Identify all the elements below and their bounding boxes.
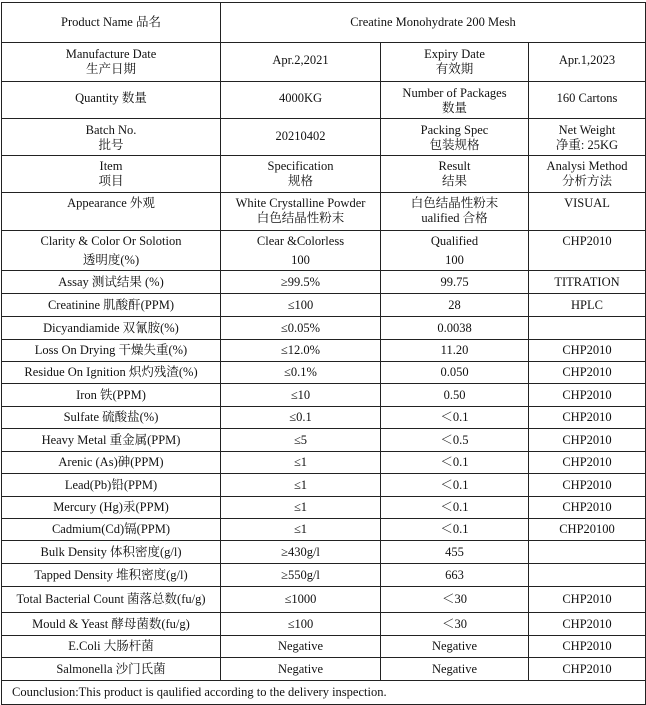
item-name-line: Iron 铁(PPM): [76, 387, 146, 402]
item-result: [381, 193, 529, 231]
item-method: [529, 317, 646, 340]
item-name: [2, 474, 221, 497]
item-specification: [221, 587, 381, 613]
item-result-line: ＜30: [441, 616, 467, 631]
item-row: [2, 587, 646, 613]
info-label-2-line: 包装规格: [429, 138, 480, 152]
info-label-2: [381, 119, 529, 156]
item-result: [381, 474, 529, 497]
info-value-line: 20210402: [275, 129, 326, 143]
product-name-row: [2, 3, 646, 43]
item-result: [381, 384, 529, 407]
item-name-line: Appearance 外观: [67, 196, 155, 210]
item-row: [2, 317, 646, 340]
info-row: [2, 119, 646, 156]
item-result-line: 663: [445, 567, 464, 582]
item-specification-line: Negative: [277, 639, 324, 653]
info-value-line: Apr.2,2021: [272, 53, 329, 67]
info-label-2: [381, 82, 529, 119]
item-specification: [221, 636, 381, 658]
item-name: [2, 193, 221, 231]
item-method: CHP2010: [529, 362, 646, 384]
item-name: [2, 452, 221, 474]
item-name-line: Tapped Density 堆积密度(g/l): [34, 567, 188, 582]
item-name-line: Creatinine 肌酸酐(PPM): [47, 297, 175, 312]
item-row: [2, 658, 646, 681]
item-specification: [221, 429, 381, 452]
item-result-line: Negative: [431, 661, 478, 676]
item-row: [2, 407, 646, 429]
info-value-2: [529, 43, 646, 82]
item-specification-line: ≤100: [287, 616, 314, 631]
info-value: [221, 119, 381, 156]
item-result: [381, 541, 529, 564]
item-specification-line: ≤100: [287, 297, 314, 312]
item-row: [2, 340, 646, 362]
item-name: [2, 613, 221, 636]
item-result-line: 100: [445, 253, 464, 267]
item-row: [2, 519, 646, 541]
item-row: [2, 193, 646, 231]
item-specification: [221, 384, 381, 407]
info-label-line: Manufacture Date: [65, 47, 157, 61]
item-method: CHP20100: [529, 519, 646, 541]
item-row: [2, 452, 646, 474]
info-label: [2, 82, 221, 119]
item-result-line: 11.20: [440, 343, 469, 357]
item-specification: [221, 613, 381, 636]
info-value-2-line: Analysi Method: [546, 159, 628, 173]
item-row: [2, 564, 646, 587]
item-name: [2, 362, 221, 384]
item-name: [2, 636, 221, 658]
item-method: CHP2010: [529, 231, 646, 271]
item-result-line: 0.50: [443, 387, 466, 402]
item-row: [2, 429, 646, 452]
item-name: [2, 587, 221, 613]
item-name: [2, 658, 221, 681]
item-row: [2, 636, 646, 658]
info-label-2-line: 数量: [441, 101, 467, 115]
item-specification-line: ≤10: [290, 387, 311, 402]
item-result-line: ualified 合格: [421, 211, 488, 225]
item-specification-line: Clear &Colorless: [256, 234, 345, 248]
item-specification: [221, 541, 381, 564]
info-value-2-line: 160 Cartons: [556, 91, 618, 105]
item-name-line: Residue On Ignition 炽灼残渣(%): [24, 365, 198, 379]
product-name-value: Creatine Monohydrate 200 Mesh: [221, 3, 646, 43]
item-result: [381, 613, 529, 636]
item-method: CHP2010: [529, 497, 646, 519]
info-label-line: Quantity 数量: [75, 91, 147, 105]
item-specification-line: ≤1: [293, 477, 308, 492]
item-name: [2, 340, 221, 362]
item-specification-line: ≤1: [293, 522, 308, 536]
info-label: [2, 43, 221, 82]
item-name-line: Cadmium(Cd)镉(PPM): [51, 522, 171, 536]
info-row: [2, 82, 646, 119]
item-specification: [221, 519, 381, 541]
item-name-line: Assay 测试结果 (%): [58, 274, 164, 289]
item-name-line: Salmonella 沙门氏菌: [56, 661, 166, 676]
item-name: [2, 231, 221, 271]
info-label-line: 批号: [98, 138, 124, 152]
info-label: [2, 119, 221, 156]
item-result: [381, 317, 529, 340]
item-specification-line: ≥99.5%: [280, 274, 321, 289]
item-specification: [221, 497, 381, 519]
item-method: CHP2010: [529, 384, 646, 407]
item-specification-line: ≤0.1%: [284, 365, 317, 379]
item-specification-line: ≤1: [293, 500, 308, 514]
item-specification-line: 100: [291, 253, 310, 267]
info-value-line: 规格: [287, 174, 313, 188]
info-label-2-line: Number of Packages: [402, 86, 507, 100]
info-label-line: 生产日期: [85, 62, 136, 76]
item-specification: [221, 407, 381, 429]
info-value-2-line: 净重: 25KG: [555, 138, 619, 152]
info-value: [221, 156, 381, 193]
item-result-line: ＜0.1: [440, 522, 469, 536]
item-name-line: Arenic (As)砷(PPM): [58, 455, 164, 469]
item-specification: [221, 231, 381, 271]
item-name-line: Loss On Drying 干燥失重(%): [34, 343, 188, 357]
item-specification-line: 白色结晶性粉末: [256, 211, 345, 225]
item-name-line: Mercury (Hg)汞(PPM): [53, 500, 169, 514]
item-result-line: 0.050: [440, 365, 469, 379]
item-specification: [221, 474, 381, 497]
item-result: [381, 636, 529, 658]
item-name: [2, 317, 221, 340]
item-result-line: 28: [448, 297, 461, 312]
item-specification-line: ≤1000: [284, 592, 317, 606]
item-result: [381, 519, 529, 541]
info-value-2: [529, 82, 646, 119]
item-method: CHP2010: [529, 407, 646, 429]
item-specification-line: ≤0.1: [289, 410, 312, 424]
item-specification-line: ≤1: [293, 455, 308, 469]
info-label-line: Item: [99, 159, 123, 173]
item-result: [381, 564, 529, 587]
item-method: CHP2010: [529, 474, 646, 497]
item-method: CHP2010: [529, 587, 646, 613]
info-row: [2, 156, 646, 193]
item-result-line: ＜0.1: [440, 500, 469, 514]
info-value-2: [529, 119, 646, 156]
item-result-line: 0.0038: [437, 320, 472, 335]
info-value-line: Specification: [267, 159, 334, 173]
item-name: [2, 429, 221, 452]
item-method: CHP2010: [529, 613, 646, 636]
item-specification: [221, 564, 381, 587]
info-label-line: 项目: [98, 174, 124, 188]
item-row: [2, 362, 646, 384]
item-name: [2, 564, 221, 587]
conclusion-text: Counclusion:This product is qaulified according to the delivery inspection.: [2, 681, 646, 705]
info-label-2: [381, 156, 529, 193]
item-result-line: ＜0.1: [440, 477, 469, 492]
item-row: [2, 474, 646, 497]
item-name: [2, 407, 221, 429]
info-label-2-line: Result: [438, 159, 471, 173]
info-label: [2, 156, 221, 193]
item-row: [2, 541, 646, 564]
item-specification-line: ≤0.05%: [280, 320, 321, 335]
item-specification: [221, 271, 381, 294]
item-name-line: Heavy Metal 重金属(PPM): [41, 432, 181, 447]
item-specification: [221, 193, 381, 231]
item-name-line: Bulk Density 体积密度(g/l): [40, 544, 182, 559]
item-result: [381, 231, 529, 271]
item-specification-line: ≥430g/l: [281, 544, 320, 559]
info-value: [221, 43, 381, 82]
item-result: [381, 362, 529, 384]
item-name-line: E.Coli 大肠杆菌: [68, 639, 154, 653]
item-name-line: Sulfate 硫酸盐(%): [63, 410, 159, 424]
coa-table: [1, 2, 646, 705]
item-method: [529, 564, 646, 587]
info-label-2: [381, 43, 529, 82]
item-name: [2, 541, 221, 564]
info-value-2: [529, 156, 646, 193]
item-row: [2, 231, 646, 271]
item-result: [381, 497, 529, 519]
product-name-label: Product Name 品名: [2, 3, 221, 43]
item-specification-line: ≤12.0%: [280, 343, 321, 357]
info-label-2-line: Expiry Date: [424, 47, 485, 61]
info-value-line: 4000KG: [278, 91, 323, 105]
item-row: [2, 384, 646, 407]
item-name-line: Lead(Pb)铅(PPM): [64, 477, 158, 492]
item-specification: [221, 294, 381, 317]
item-specification-line: White Crystalline Powder: [235, 196, 366, 210]
item-result-line: 99.75: [440, 274, 469, 289]
item-result-line: ＜0.1: [440, 455, 469, 469]
item-method: HPLC: [529, 294, 646, 317]
item-result-line: ＜30: [441, 592, 467, 606]
item-result-line: ＜0.1: [440, 410, 469, 424]
info-row: [2, 43, 646, 82]
item-method: CHP2010: [529, 658, 646, 681]
item-result: [381, 452, 529, 474]
info-label-2-line: 有效期: [435, 62, 474, 76]
item-result-line: 455: [445, 544, 464, 559]
item-specification: [221, 658, 381, 681]
item-method: VISUAL: [529, 193, 646, 231]
info-value-2-line: Net Weight: [558, 123, 616, 137]
coa-table-body: [2, 3, 646, 681]
item-name-line: Clarity & Color Or Solotion: [40, 234, 182, 248]
item-specification-line: Negative: [277, 661, 324, 676]
item-result: [381, 294, 529, 317]
info-value-2-line: Apr.1,2023: [558, 53, 616, 67]
info-label-2-line: Packing Spec: [420, 123, 489, 137]
item-specification: [221, 340, 381, 362]
item-name: [2, 497, 221, 519]
item-name-line: Total Bacterial Count 菌落总数(fu/g): [16, 592, 206, 606]
item-result-line: 白色结晶性粉末: [410, 196, 499, 210]
item-method: [529, 541, 646, 564]
info-label-2-line: 结果: [441, 174, 467, 188]
item-method: TITRATION: [529, 271, 646, 294]
item-result: [381, 658, 529, 681]
item-name-line: Dicyandiamide 双氰胺(%): [43, 320, 179, 335]
item-row: [2, 271, 646, 294]
item-result-line: ＜0.5: [440, 432, 469, 447]
item-specification: [221, 452, 381, 474]
info-value: [221, 82, 381, 119]
conclusion-row: [2, 681, 646, 705]
item-method: CHP2010: [529, 636, 646, 658]
item-name: [2, 384, 221, 407]
item-row: [2, 294, 646, 317]
info-value-2-line: 分析方法: [562, 174, 613, 188]
item-result-line: Negative: [431, 639, 478, 653]
item-result: [381, 429, 529, 452]
item-specification: [221, 317, 381, 340]
item-specification-line: ≥550g/l: [281, 567, 320, 582]
item-method: CHP2010: [529, 452, 646, 474]
item-name-line: Mould & Yeast 酵母菌数(fu/g): [32, 616, 190, 631]
item-name: [2, 271, 221, 294]
item-name: [2, 519, 221, 541]
item-row: [2, 613, 646, 636]
item-method: CHP2010: [529, 429, 646, 452]
item-name: [2, 294, 221, 317]
item-result: [381, 587, 529, 613]
item-name-line: 透明度(%): [82, 253, 140, 267]
item-row: [2, 497, 646, 519]
item-result: [381, 271, 529, 294]
item-specification: [221, 362, 381, 384]
info-label-line: Batch No.: [85, 123, 137, 137]
item-method: CHP2010: [529, 340, 646, 362]
item-specification-line: ≤5: [293, 432, 308, 447]
item-result-line: Qualified: [430, 234, 479, 248]
item-result: [381, 340, 529, 362]
item-result: [381, 407, 529, 429]
